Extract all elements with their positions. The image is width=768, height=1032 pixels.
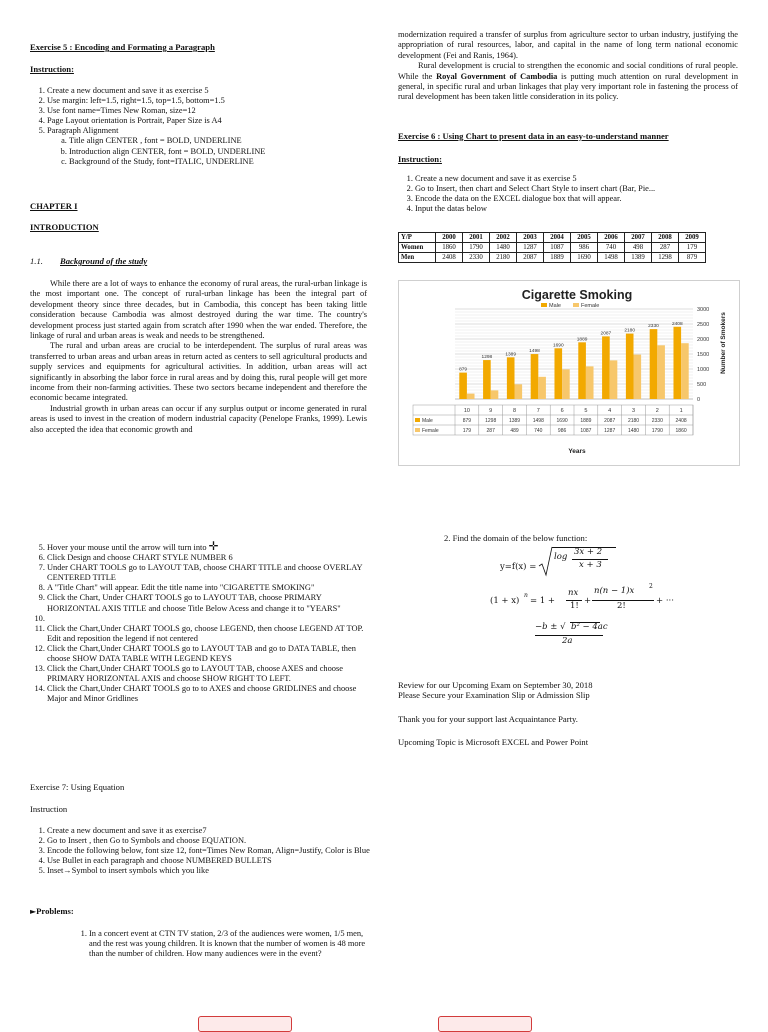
bar-female-2	[657, 345, 665, 399]
continued-text	[398, 30, 738, 103]
data-table-cell: 2087	[604, 418, 616, 424]
data-table-cell: 1790	[651, 428, 663, 434]
move-cursor-icon: ✛	[208, 539, 219, 553]
list-item: 7. Under CHART TOOLS go to LAYOUT TAB, choose CHART TITLE and choose OVERLAY CENTERED TITLE	[47, 563, 370, 583]
exercise7-steps	[30, 826, 370, 876]
data-table	[398, 232, 706, 263]
domain-question: 2. Find the domain of the below function:	[444, 533, 588, 543]
x-tick-label: 7	[536, 408, 540, 414]
triangle-bullet-icon: ►	[30, 907, 37, 916]
list-item: c. Background of the Study, font=ITALIC, UNDERLINE	[69, 157, 360, 167]
binomial-equation: (1 + x) n = 1 + nx 1! + n(n − 1)x 2 2! + ···	[490, 583, 674, 611]
data-label: 1690	[552, 343, 564, 349]
data-table-cell: 1498	[532, 418, 544, 424]
data-table-cell: 2330	[651, 418, 663, 424]
background-text	[30, 279, 367, 435]
list-item: 12. Click the Chart,Under CHART TOOLS go to LAYOUT TAB and go to DATA TABLE, then choose SHOW DATA TABLE WITH LEGEND KEYS	[47, 644, 370, 664]
x-tick-label: 2	[655, 408, 659, 414]
list-item: 1. Create a new document and save it as exercise 5	[47, 86, 360, 96]
bar-female-3	[634, 355, 642, 399]
bar-male-7	[531, 354, 539, 399]
bar-female-5	[586, 366, 594, 399]
y-tick-label: 1000	[697, 367, 710, 373]
cigarette-smoking-chart[interactable]	[398, 280, 740, 466]
y-tick-label: 3000	[697, 307, 710, 313]
function-lhs: y=f(x) =	[500, 562, 537, 572]
note-slip: Please Secure your Examination Slip or Admission Slip	[398, 690, 590, 700]
bar-male-3	[626, 334, 634, 399]
bar-female-7	[538, 377, 546, 399]
y-tick-label: 2500	[697, 322, 710, 328]
paragraph: Industrial growth in urban areas can occur if any surplus output or income generated in rural areas is used to invest in the creation of modern industrial capacity (Penelope Franks, 1999). Lewis also accepted the idea that economic growth and	[30, 403, 367, 434]
chart-data-table	[413, 405, 693, 435]
paragraph: The rural and urban areas are crucial to be interdependent. The surplus of rural areas was transferred to urban areas and urban areas in return acted as centers to sell agricultural products and supply services and equipments for agricultural activities. In addition, urban areas will act significantly in absorbing the labor force in rural areas and by doing this, rural people will get more income from their non-farming activities. These two sectors became independent and therefore the economic became integrated.	[30, 341, 367, 403]
bar-male-6	[554, 348, 562, 399]
data-table-cell: 2180	[627, 418, 640, 424]
y-axis-title: Number of Smokers	[720, 312, 727, 374]
list-item: 9. Click the Chart, Under CHART TOOLS go to LAYOUT TAB, choose PRIMARY HORIZONTAL AXIS TITLE and choose Title Below Acess and change it to "YEARS"	[47, 593, 370, 613]
list-item: 11. Click the Chart,Under CHART TOOLS go, choose LEGEND, then choose LEGEND AT TOP. Edit and reposition the legend if not centered	[47, 624, 370, 644]
list-item: 14. Click the Chart,Under CHART TOOLS go to to AXES and choose GRIDLINES and choose Major and Minor Gridlines	[47, 684, 370, 704]
chapter-heading: CHAPTER I	[30, 201, 78, 211]
list-item: a. Title align CENTER , font = BOLD, UNDERLINE	[69, 136, 360, 146]
x-tick-label: 9	[489, 408, 493, 414]
square-root-icon	[538, 546, 554, 578]
x-tick-label: 4	[608, 408, 612, 414]
bottom-action-button[interactable]	[438, 1016, 532, 1032]
legend-key-female	[573, 303, 579, 307]
x-tick-label: 10	[463, 408, 470, 414]
list-item: 4. Use Bullet in each paragraph and choose NUMBERED BULLETS	[47, 856, 370, 866]
y-tick-label: 1500	[697, 352, 710, 358]
data-table-cell: 1860	[675, 428, 687, 434]
paragraph: modernization required a transfer of surplus from agriculture sector to urban industry, justifying the appropriation of rural resources, labor, and capital in the name of long term national economic development (Fei and Ranis, 1964).	[398, 30, 738, 60]
data-label: 2408	[671, 321, 683, 327]
chart-canvas	[399, 281, 739, 465]
problem-list	[72, 929, 372, 959]
bar-female-10	[467, 394, 475, 399]
data-table-cell: 1480	[627, 428, 640, 434]
data-table-cell: 740	[534, 428, 543, 434]
data-table-cell: 986	[557, 428, 567, 434]
function-equation	[500, 544, 640, 576]
exercise7-title: Exercise 7: Using Equation	[30, 782, 125, 792]
y-tick-label: 0	[697, 397, 701, 403]
list-item: 5. Paragraph Alignment a. Title align CENTER , font = BOLD, UNDERLINE b. Introduction align CENTER, font = BOLD, UNDERLINE c. Background of the Study, font=ITALIC, UNDERLINE	[47, 126, 360, 166]
data-table-cell: 1298	[485, 418, 497, 424]
instruction-label: Instruction:	[30, 64, 74, 74]
list-item: 5. Inset→Symbol to insert symbols which you like	[47, 866, 370, 876]
problems-heading: ►Problems:	[30, 906, 74, 916]
exercise5-steps	[30, 86, 360, 167]
list-item: 4. Page Layout orientation is Portrait, Paper Size is A4	[47, 116, 360, 126]
government-name: Royal Government of Cambodia	[436, 71, 558, 81]
list-item: 2. Use margin: left=1.5, right=1.5, top=1.5, bottom=1.5	[47, 96, 360, 106]
x-tick-label: 6	[560, 408, 564, 414]
chart-title: Cigarette Smoking	[521, 288, 633, 302]
bar-male-4	[602, 336, 610, 399]
list-item: b. Introduction align CENTER, font = BOLD, UNDERLINE	[69, 147, 360, 157]
legend-key-male	[541, 303, 547, 307]
data-table-cell: 1889	[580, 418, 592, 424]
bar-female-4	[610, 360, 618, 399]
log-label: log	[554, 552, 568, 562]
chart-instruction-steps	[30, 541, 370, 705]
bar-female-1	[681, 343, 689, 399]
data-table-cell: 489	[510, 428, 519, 434]
data-table-cell: 879	[462, 418, 472, 424]
data-label: 2180	[624, 328, 636, 334]
section-title: Background of the study	[60, 256, 148, 266]
x-tick-label: 8	[512, 408, 517, 414]
bar-female-6	[562, 369, 570, 399]
instruction-label: Instruction:	[398, 154, 442, 164]
data-label: 1889	[576, 337, 588, 343]
section-number: 1.1.	[30, 256, 43, 266]
x-tick-label: 3	[631, 408, 636, 414]
data-label: 1389	[505, 352, 517, 358]
chart-y-axis	[697, 307, 709, 403]
list-item: 2. Go to Insert, then chart and Select Chart Style to insert chart (Bar, Pie...	[415, 184, 738, 194]
data-table-cell: 1087	[580, 428, 592, 434]
data-table-cell: 2408	[675, 418, 687, 424]
list-item: 5. Hover your mouse until the arrow will turn into ✛	[47, 541, 370, 553]
chart-legend	[541, 303, 599, 309]
data-table-key-female	[415, 428, 420, 432]
list-item: 13. Click the Chart,Under CHART TOOLS go to LAYOUT TAB, choose AXES and choose PRIMARY HORIZONTAL AXIS and choose SHOW RIGHT TO LEFT.	[47, 664, 370, 684]
list-item: 6. Click Design and choose CHART STYLE NUMBER 6	[47, 553, 370, 563]
legend-label-male: Male	[549, 303, 561, 309]
list-item: 2. Go to Insert , then Go to Symbols and choose EQUATION.	[47, 836, 370, 846]
instruction-label: Instruction	[30, 804, 68, 814]
note-thanks: Thank you for your support last Acquaintance Party.	[398, 714, 578, 724]
bottom-action-button[interactable]	[198, 1016, 292, 1032]
paragraph: While there are a lot of ways to enhance the economy of rural areas, the rural-urban linkage is the most important one. The concept of rural-urban linkage has been the integral part of development theory since three decades, but in Cambodia, this concept has been taking little consideration because Cambodia was almost destroyed during the war time. The country's development process just started again from scratch after 1990 when the war ended. Therefore, the linkage of rural and urban areas is weak and needs to be strengthened.	[30, 279, 367, 341]
y-tick-label: 500	[697, 382, 707, 388]
data-table-series-label: Male	[422, 418, 433, 424]
note-upcoming: Upcoming Topic is Microsoft EXCEL and Power Point	[398, 737, 589, 747]
bar-male-10	[459, 373, 467, 399]
exercise6-steps	[398, 174, 738, 214]
data-table-series-label: Female	[422, 428, 439, 434]
bar-male-8	[507, 357, 515, 399]
quadratic-equation: −b ± √ b² − 4ac 2a	[535, 622, 608, 646]
paragraph: Rural development is crucial to strengthen the economic and social conditions of rural people. While the Royal Government of Cambodia is putting much attention on rural development in general, in specific rural and urban linkages that play very important role in fastening the process of rural development has been taken little consideration in its policy.	[398, 61, 739, 102]
data-table-cell: 1389	[508, 418, 521, 424]
bar-male-2	[650, 329, 658, 399]
list-item: 8. A "Title Chart" will appear. Edit the title name into "CIGARETTE SMOKING"	[47, 583, 370, 593]
table-row: Y/P 2000 2001 2002 2003 2004 2005 2006 2007 2008 2009	[399, 233, 706, 243]
data-table-cell: 287	[486, 428, 495, 434]
x-tick-label: 5	[584, 408, 588, 414]
data-label: 1498	[529, 349, 540, 355]
data-label: 2087	[600, 331, 612, 337]
data-label: 879	[459, 367, 468, 373]
list-item: 3. Encode the data on the EXCEL dialogue box that will appear.	[415, 194, 738, 204]
data-table-cell: 1690	[556, 418, 568, 424]
x-tick-label: 1	[679, 408, 683, 414]
list-item: 3. Encode the following below, font size 12, font=Times New Roman, Align=Justify, Color is Blue	[47, 846, 370, 856]
data-label: 2330	[648, 324, 659, 330]
bar-female-9	[491, 390, 499, 399]
list-item	[47, 614, 370, 624]
data-table-cell: 179	[462, 428, 472, 434]
legend-label-female: Female	[581, 303, 600, 309]
data-table-cell: 1287	[604, 428, 616, 434]
y-tick-label: 2000	[697, 337, 710, 343]
chart-data-labels	[459, 321, 683, 373]
table-row: Women 1860 1790 1480 1287 1087 986 740 498 287 179	[399, 243, 706, 253]
list-item: 3. Use font name=Times New Roman, size=12	[47, 106, 360, 116]
list-item: 1. Create a new document and save it as exercise 5	[415, 174, 738, 184]
table-row: Men 2408 2330 2180 2087 1889 1690 1498 1389 1298 879	[399, 253, 706, 263]
data-table-key-male	[415, 418, 420, 422]
note-exam: Review for our Upcoming Exam on September 30, 2018	[398, 680, 593, 690]
data-label: 1298	[481, 355, 493, 361]
list-item: 4. Input the datas below	[415, 204, 738, 214]
bar-male-9	[483, 360, 491, 399]
bar-female-8	[515, 384, 523, 399]
bar-male-5	[578, 342, 586, 399]
fraction-numerator: 3x + 2	[574, 547, 603, 557]
exercise6-title: Exercise 6 : Using Chart to present data in an easy-to-understand manner	[398, 131, 669, 141]
exercise5-title: Exercise 5 : Encoding and Formating a Paragraph	[30, 42, 215, 52]
x-axis-title: Years	[568, 448, 586, 455]
fraction-denominator: x + 3	[579, 560, 602, 570]
bar-male-1	[673, 327, 681, 399]
list-item: 1. In a concert event at CTN TV station, 2/3 of the audiences were women, 1/5 men, and the rest was young children. It is known that the number of women is 48 more than the number of children. How many audiences were in the event?	[89, 929, 372, 959]
list-item: 1. Create a new document and save it as exercise7	[47, 826, 370, 836]
introduction-heading: INTRODUCTION	[30, 222, 99, 232]
